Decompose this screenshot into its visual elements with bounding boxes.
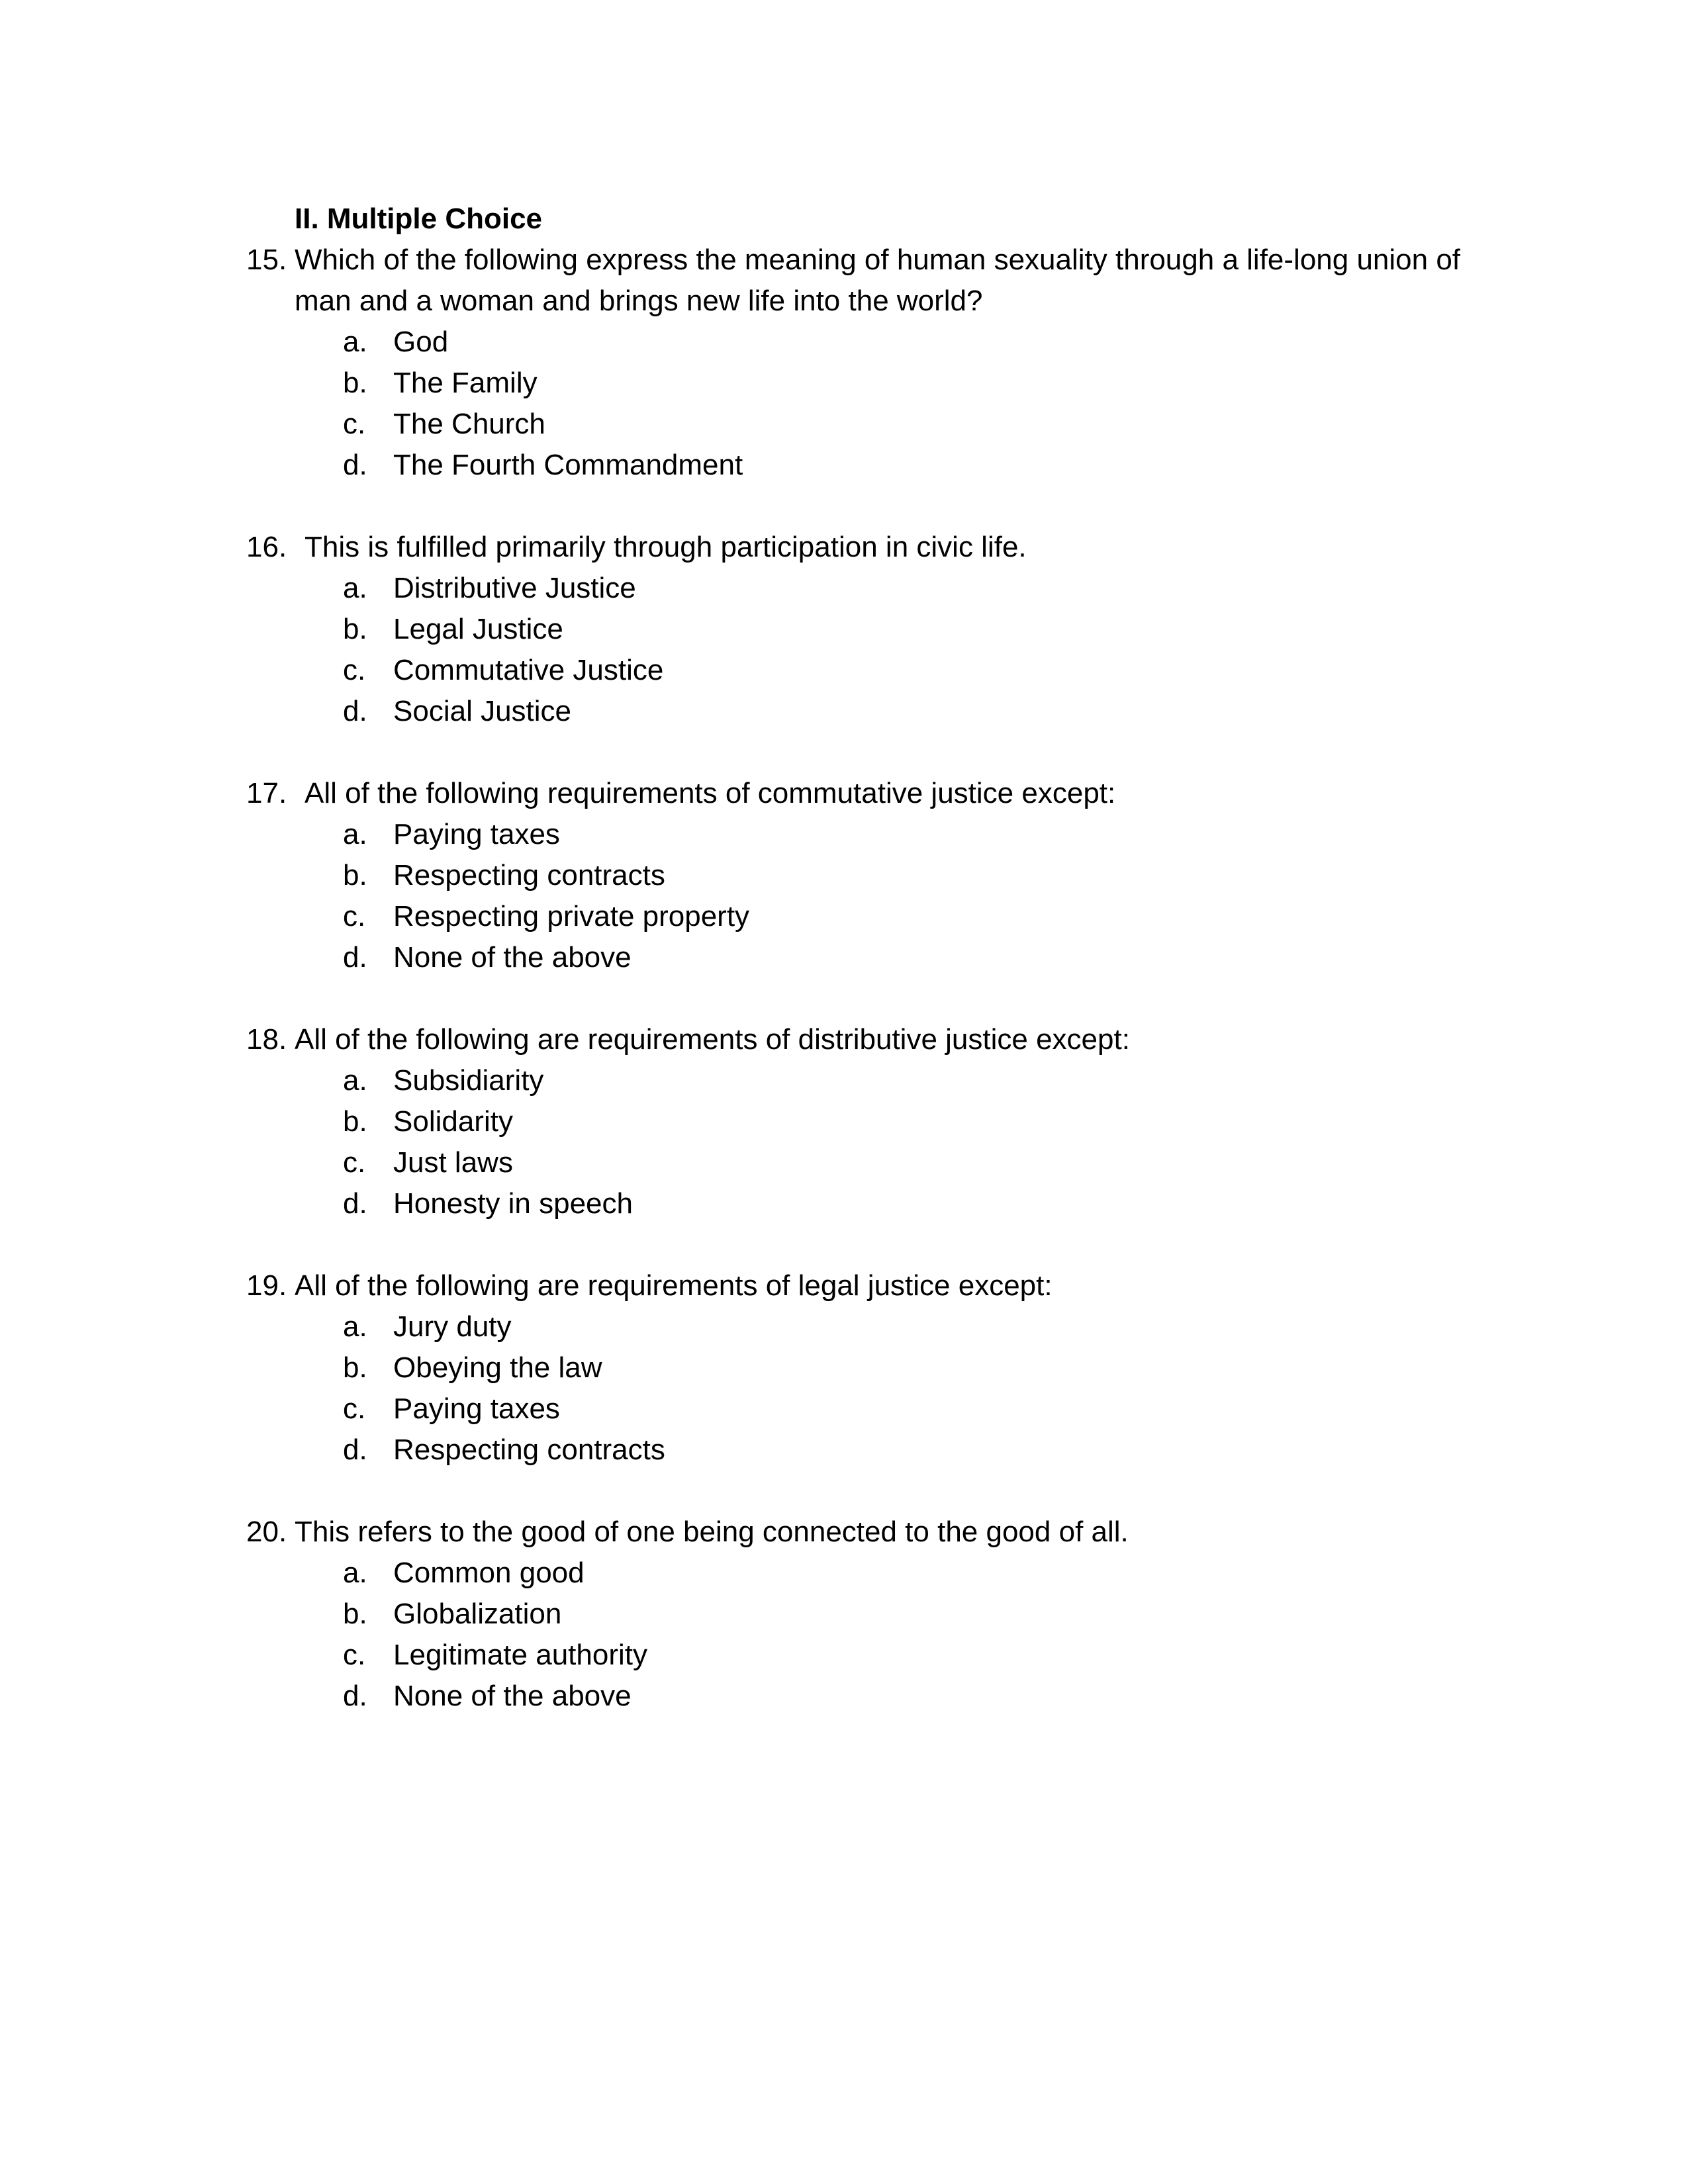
option-text: Globalization — [393, 1598, 562, 1630]
option-letter: b. — [343, 613, 367, 645]
question-text: Which of the following express the meaning of human sexuality through a life-long union of man and a woman and brings new life into the world? — [295, 244, 1461, 317]
option-text: None of the above — [393, 1680, 632, 1712]
option-item — [246, 1388, 1491, 1430]
option-item — [246, 1347, 1491, 1388]
option-item — [246, 896, 1491, 937]
option-text: Paying taxes — [393, 818, 560, 850]
option-letter: a. — [343, 326, 367, 358]
option-item — [246, 691, 1491, 732]
option-text: None of the above — [393, 941, 632, 974]
option-letter: d. — [343, 695, 367, 727]
option-letter: b. — [343, 367, 367, 399]
section-title: II. Multiple Choice — [295, 203, 543, 235]
option-letter: d. — [343, 449, 367, 481]
option-text: Respecting contracts — [393, 1433, 665, 1466]
option-text: Solidarity — [393, 1105, 513, 1138]
option-item — [246, 1183, 1491, 1224]
option-text: Subsidiarity — [393, 1064, 544, 1097]
option-text: Respecting private property — [393, 900, 750, 933]
option-item — [246, 1306, 1491, 1347]
question-number: 16. — [246, 531, 287, 563]
option-letter: b. — [343, 1105, 367, 1138]
option-letter: c. — [343, 1146, 366, 1179]
option-item — [246, 363, 1491, 404]
option-text: The Fourth Commandment — [393, 449, 743, 481]
option-text: Respecting contracts — [393, 859, 665, 891]
option-text: Social Justice — [393, 695, 572, 727]
option-text: Legitimate authority — [393, 1639, 647, 1671]
option-text: Legal Justice — [393, 613, 563, 645]
option-letter: c. — [343, 408, 366, 440]
question-number: 18. — [246, 1023, 287, 1056]
option-text: The Church — [393, 408, 545, 440]
question-text: This refers to the good of one being connected to the good of all. — [295, 1516, 1129, 1548]
option-letter: a. — [343, 1557, 367, 1589]
option-item — [246, 609, 1491, 650]
option-item — [246, 814, 1491, 855]
option-text: Jury duty — [393, 1310, 512, 1343]
option-text: God — [393, 326, 449, 358]
question-text: All of the following are requirements of distributive justice except: — [295, 1023, 1130, 1056]
option-list — [246, 1553, 1491, 1717]
option-item — [246, 937, 1491, 978]
option-list — [246, 1060, 1491, 1224]
option-letter: c. — [343, 900, 366, 933]
question-17 — [246, 773, 1491, 978]
option-text: Honesty in speech — [393, 1187, 633, 1220]
question-number: 19. — [246, 1269, 287, 1302]
option-list — [246, 568, 1491, 732]
option-letter: a. — [343, 1064, 367, 1097]
option-item — [246, 1430, 1491, 1471]
question-number: 20. — [246, 1516, 287, 1548]
option-item — [246, 568, 1491, 609]
option-text: The Family — [393, 367, 538, 399]
option-item — [246, 322, 1491, 363]
option-list — [246, 322, 1491, 486]
question-15 — [246, 240, 1491, 486]
option-text: Distributive Justice — [393, 572, 636, 604]
option-text: Commutative Justice — [393, 654, 664, 686]
question-16 — [246, 527, 1491, 732]
question-19 — [246, 1265, 1491, 1471]
option-item — [246, 1635, 1491, 1676]
option-letter: a. — [343, 572, 367, 604]
option-item — [246, 1676, 1491, 1717]
option-letter: b. — [343, 859, 367, 891]
option-text: Paying taxes — [393, 1392, 560, 1425]
option-letter: b. — [343, 1598, 367, 1630]
option-item — [246, 1142, 1491, 1183]
question-text: All of the following requirements of commutative justice except: — [305, 777, 1116, 809]
option-item — [246, 1594, 1491, 1635]
option-item — [246, 1060, 1491, 1101]
option-item — [246, 1553, 1491, 1594]
question-text: This is fulfilled primarily through participation in civic life. — [305, 531, 1027, 563]
option-item — [246, 1101, 1491, 1142]
option-text: Just laws — [393, 1146, 513, 1179]
question-number: 15. — [246, 244, 287, 276]
option-letter: b. — [343, 1351, 367, 1384]
option-list — [246, 814, 1491, 978]
question-stem — [246, 240, 1491, 322]
question-stem — [246, 1512, 1491, 1553]
option-item — [246, 404, 1491, 445]
question-number: 17. — [246, 777, 287, 809]
question-20 — [246, 1512, 1491, 1717]
question-text: All of the following are requirements of legal justice except: — [295, 1269, 1053, 1302]
option-letter: c. — [343, 654, 366, 686]
question-18 — [246, 1019, 1491, 1224]
option-item — [246, 855, 1491, 896]
option-text: Obeying the law — [393, 1351, 602, 1384]
option-letter: c. — [343, 1392, 366, 1425]
option-letter: c. — [343, 1639, 366, 1671]
question-stem — [246, 1019, 1491, 1060]
option-letter: d. — [343, 1187, 367, 1220]
option-item — [246, 445, 1491, 486]
option-letter: d. — [343, 1433, 367, 1466]
question-stem — [246, 773, 1491, 814]
option-item — [246, 650, 1491, 691]
option-letter: d. — [343, 941, 367, 974]
question-stem — [246, 527, 1491, 568]
question-stem — [246, 1265, 1491, 1306]
option-text: Common good — [393, 1557, 585, 1589]
option-letter: a. — [343, 818, 367, 850]
option-list — [246, 1306, 1491, 1471]
option-letter: a. — [343, 1310, 367, 1343]
option-letter: d. — [343, 1680, 367, 1712]
